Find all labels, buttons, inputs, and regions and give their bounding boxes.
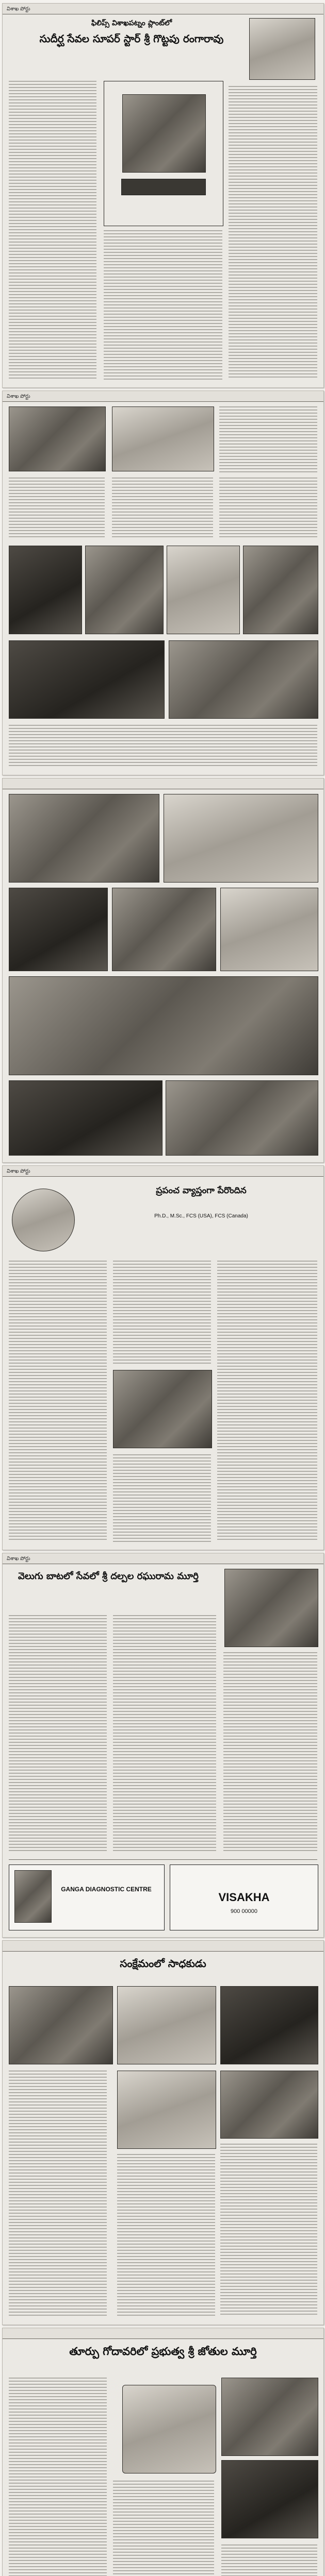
page-header	[3, 1941, 323, 1952]
event-photo	[221, 2460, 318, 2538]
event-photo	[9, 888, 108, 971]
subhead: Ph.D., M.Sc., FCS (USA), FCS (Canada)	[154, 1213, 248, 1219]
advertisement	[170, 1865, 318, 1930]
page-header	[3, 1553, 323, 1564]
ad-phone: 900 00000	[231, 1908, 257, 1914]
text-column	[217, 1261, 317, 1542]
event-photo	[220, 2071, 318, 2139]
text-column	[219, 478, 317, 539]
page-header	[3, 4, 323, 14]
text-column	[223, 1652, 317, 1852]
name-banner	[121, 179, 206, 195]
idol-photo	[249, 18, 315, 80]
portrait-photo	[12, 1189, 75, 1251]
header-left-text: విశాఖ పోర్టు	[7, 1168, 30, 1174]
text-column	[9, 2071, 107, 2317]
text-column	[113, 2481, 214, 2576]
portrait-photo	[224, 1569, 318, 1647]
page-1	[2, 3, 324, 388]
text-column	[113, 1261, 211, 1364]
page-headline: వెలుగు బాటలో సేవలో శ్రీ దల్పల రఘురామ మూర్తి	[18, 1571, 199, 1582]
doctor-photo	[14, 1870, 52, 1923]
event-photo	[9, 1080, 163, 1156]
event-photo	[220, 1986, 318, 2064]
event-photo	[221, 2378, 318, 2456]
page-header	[3, 391, 323, 402]
event-photo	[9, 1986, 113, 2064]
ad-name: VISAKHA	[218, 1891, 270, 1904]
text-column	[113, 1615, 216, 1852]
page-headline: సుదీర్ఘ సేవల సూపర్ స్టార్ శ్రీ గొట్టపు రంగారావు	[39, 32, 224, 45]
headline-small: ఫిలిప్స్ విశాఖపట్నం ప్లాంట్‌లో	[91, 19, 172, 27]
event-photo	[117, 1986, 216, 2064]
vehicle-photo	[243, 546, 318, 634]
text-column	[104, 230, 222, 380]
event-photo	[164, 794, 318, 883]
event-photo	[220, 888, 318, 971]
ad-name: GANGA DIAGNOSTIC CENTRE	[61, 1886, 152, 1893]
event-photo	[9, 406, 106, 471]
portrait-photo	[122, 94, 206, 173]
portrait-photo	[122, 2385, 216, 2473]
header-left-text: విశాఖ పోర్టు	[7, 1556, 30, 1562]
page-headline: ప్రపంచ వ్యాప్తంగా పేరొందిన	[156, 1185, 247, 1196]
text-column	[9, 1261, 107, 1542]
text-column	[220, 2144, 317, 2317]
page-headline: తూర్పు గోదావరిలో ప్రభుత్వ శ్రీ జోతుల మూర్తి	[69, 2345, 257, 2358]
page-7	[2, 2328, 324, 2576]
header-left-text: విశాఖ పోర్టు	[7, 394, 30, 399]
divider	[9, 1859, 317, 1860]
event-photo	[9, 794, 159, 883]
text-column	[112, 478, 213, 539]
event-photo	[113, 1370, 212, 1448]
text-column	[229, 86, 317, 380]
advertisement	[9, 1865, 165, 1930]
text-column	[9, 2378, 107, 2576]
text-column	[9, 478, 105, 539]
event-photo	[112, 406, 214, 471]
page-header	[3, 778, 323, 789]
text-column	[9, 1615, 107, 1852]
vehicle-photo	[167, 546, 240, 634]
text-column	[9, 725, 317, 766]
page-4	[2, 1165, 324, 1550]
vehicle-photo	[9, 546, 82, 634]
vehicle-photo	[85, 546, 164, 634]
event-photo	[112, 888, 216, 971]
event-photo	[9, 976, 318, 1075]
event-photo	[166, 1080, 318, 1156]
page-header	[3, 2328, 323, 2339]
text-column	[117, 2154, 215, 2317]
portrait-photo	[117, 2071, 216, 2149]
page-6	[2, 1940, 324, 2325]
page-header	[3, 1166, 323, 1177]
page-3	[2, 778, 324, 1163]
page-2	[2, 391, 324, 775]
header-left-text: విశాఖ పోర్టు	[7, 6, 30, 12]
text-column	[221, 2545, 317, 2576]
text-column	[219, 406, 317, 473]
group-photo	[9, 640, 165, 719]
page-5	[2, 1553, 324, 1938]
text-column	[9, 81, 96, 380]
group-photo	[169, 640, 318, 719]
page-headline: సంక్షేమంలో సాధకుడు	[120, 1957, 206, 1970]
text-column	[113, 1454, 211, 1542]
